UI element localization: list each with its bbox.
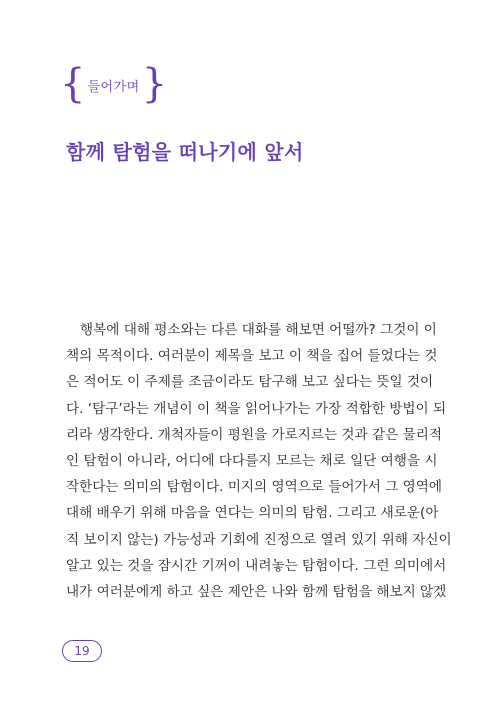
chapter-title: 함께 탐험을 떠나기에 앞서: [66, 140, 304, 164]
body-line: 직 보이지 않는) 가능성과 기회에 진정으로 열려 있기 위해 자신이: [66, 531, 452, 548]
body-line: 행복에 대해 평소와는 다른 대화를 해보면 어떨까? 그것이 이: [80, 322, 437, 338]
body-line: 알고 있는 것을 잠시간 기꺼이 내려놓는 탐험이다. 그런 의미에서: [66, 557, 447, 574]
body-line: 리라 생각한다. 개척자들이 평원을 가로지르는 것과 같은 물리적: [66, 426, 442, 443]
body-line: 대해 배우기 위해 마음을 연다는 의미의 탐험. 그리고 새로운(아: [66, 505, 439, 522]
body-line: 책의 목적이다. 여러분이 제목을 보고 이 책을 집어 들었다는 것: [66, 348, 438, 365]
page-number: 19: [74, 644, 90, 658]
body-line: 다. ‘탐구’라는 개념이 이 책을 읽어나가는 가장 적합한 방법이 되: [66, 400, 447, 417]
body-line: 내가 여러분에게 하고 싶은 제안은 나와 함께 탐험을 해보지 않겠: [66, 584, 447, 601]
section-tag: [60, 61, 168, 107]
body-line: 은 적어도 이 주제를 조금이라도 탐구해 보고 싶다는 뜻일 것이: [66, 374, 434, 391]
page-number-badge: [62, 640, 102, 662]
right-brace-icon: }: [141, 61, 168, 107]
left-brace-icon: {: [60, 61, 86, 107]
body-line: 작한다는 의미의 탐험이다. 미지의 영역으로 들어가서 그 영역에: [66, 479, 442, 496]
body-paragraph: [66, 317, 452, 605]
body-line: 인 탐험이 아니라, 어디에 다다를지 모르는 채로 일단 여행을 시: [66, 453, 438, 470]
section-label: 들어가며: [87, 79, 140, 95]
